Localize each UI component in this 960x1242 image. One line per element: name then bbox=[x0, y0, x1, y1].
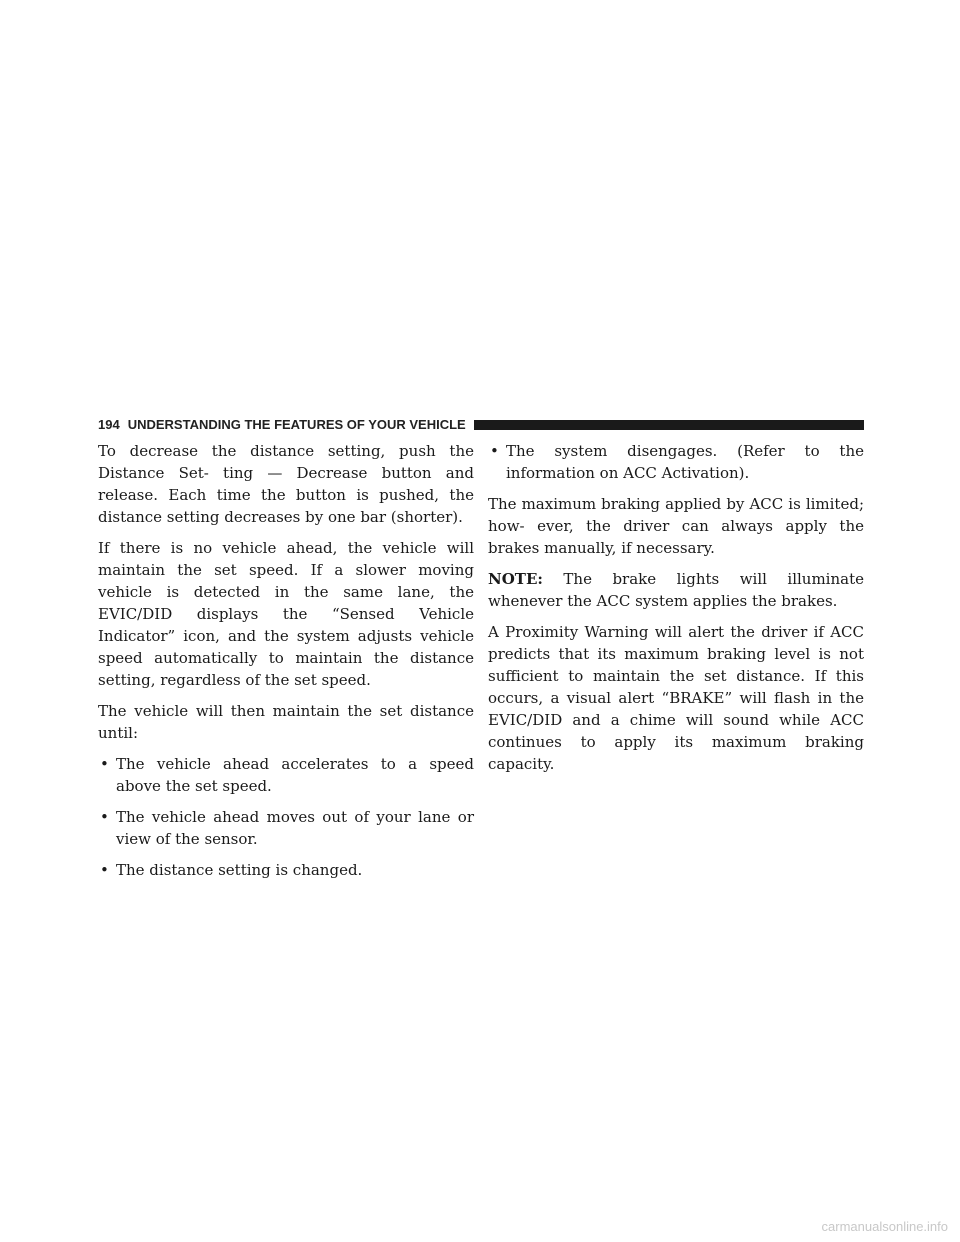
paragraph: The vehicle will then maintain the set distance until: bbox=[98, 702, 474, 742]
section-title: UNDERSTANDING THE FEATURES OF YOUR VEHICLE bbox=[127, 417, 466, 432]
note-paragraph bbox=[488, 568, 864, 612]
bullet-list bbox=[488, 440, 864, 484]
list-item: • The system disengages. (Refer to the information on ACC Activation). bbox=[490, 442, 864, 482]
header-rule bbox=[474, 420, 864, 430]
note-text: The brake lights will illuminate whenever the ACC system applies the brakes. bbox=[488, 570, 864, 610]
left-column bbox=[98, 440, 474, 890]
list-item: • The vehicle ahead accelerates to a speed above the set speed. bbox=[100, 755, 474, 795]
bullet-icon: • bbox=[490, 442, 499, 460]
bullet-icon: • bbox=[100, 808, 109, 826]
page-number: 194 bbox=[98, 417, 120, 432]
page-header bbox=[98, 418, 864, 432]
right-column bbox=[488, 440, 864, 784]
bullet-list bbox=[98, 753, 474, 881]
bullet-icon: • bbox=[100, 755, 109, 773]
bullet-icon: • bbox=[100, 861, 109, 879]
paragraph: If there is no vehicle ahead, the vehicle will maintain the set speed. If a slower moving vehicle is detected in the same lane, the EVIC/DID displays the “Sensed Vehicle Indicator” icon, and the system adjusts vehicle speed automatically to maintain the distance setting, regardless of the set speed. bbox=[98, 539, 474, 689]
list-item: • The vehicle ahead moves out of your lane or view of the sensor. bbox=[100, 808, 474, 848]
list-item: • The distance setting is changed. bbox=[100, 861, 363, 879]
paragraph: A Proximity Warning will alert the driver if ACC predicts that its maximum braking level is not sufficient to maintain the set distance. If this occurs, a visual alert “BRAKE” will flash in the EVIC/DID and a chime will sound while ACC continues to apply its maximum braking capacity. bbox=[488, 623, 864, 773]
paragraph: To decrease the distance setting, push the Distance Set- ting — Decrease button and release. Each time the button is pushed, the distance setting decreases by one bar (shorter). bbox=[98, 442, 474, 526]
paragraph: The maximum braking applied by ACC is limited; how- ever, the driver can always apply the brakes manually, if necessary. bbox=[488, 495, 864, 557]
note-label: NOTE: bbox=[488, 570, 543, 588]
watermark: carmanualsonline.info bbox=[821, 1219, 948, 1234]
